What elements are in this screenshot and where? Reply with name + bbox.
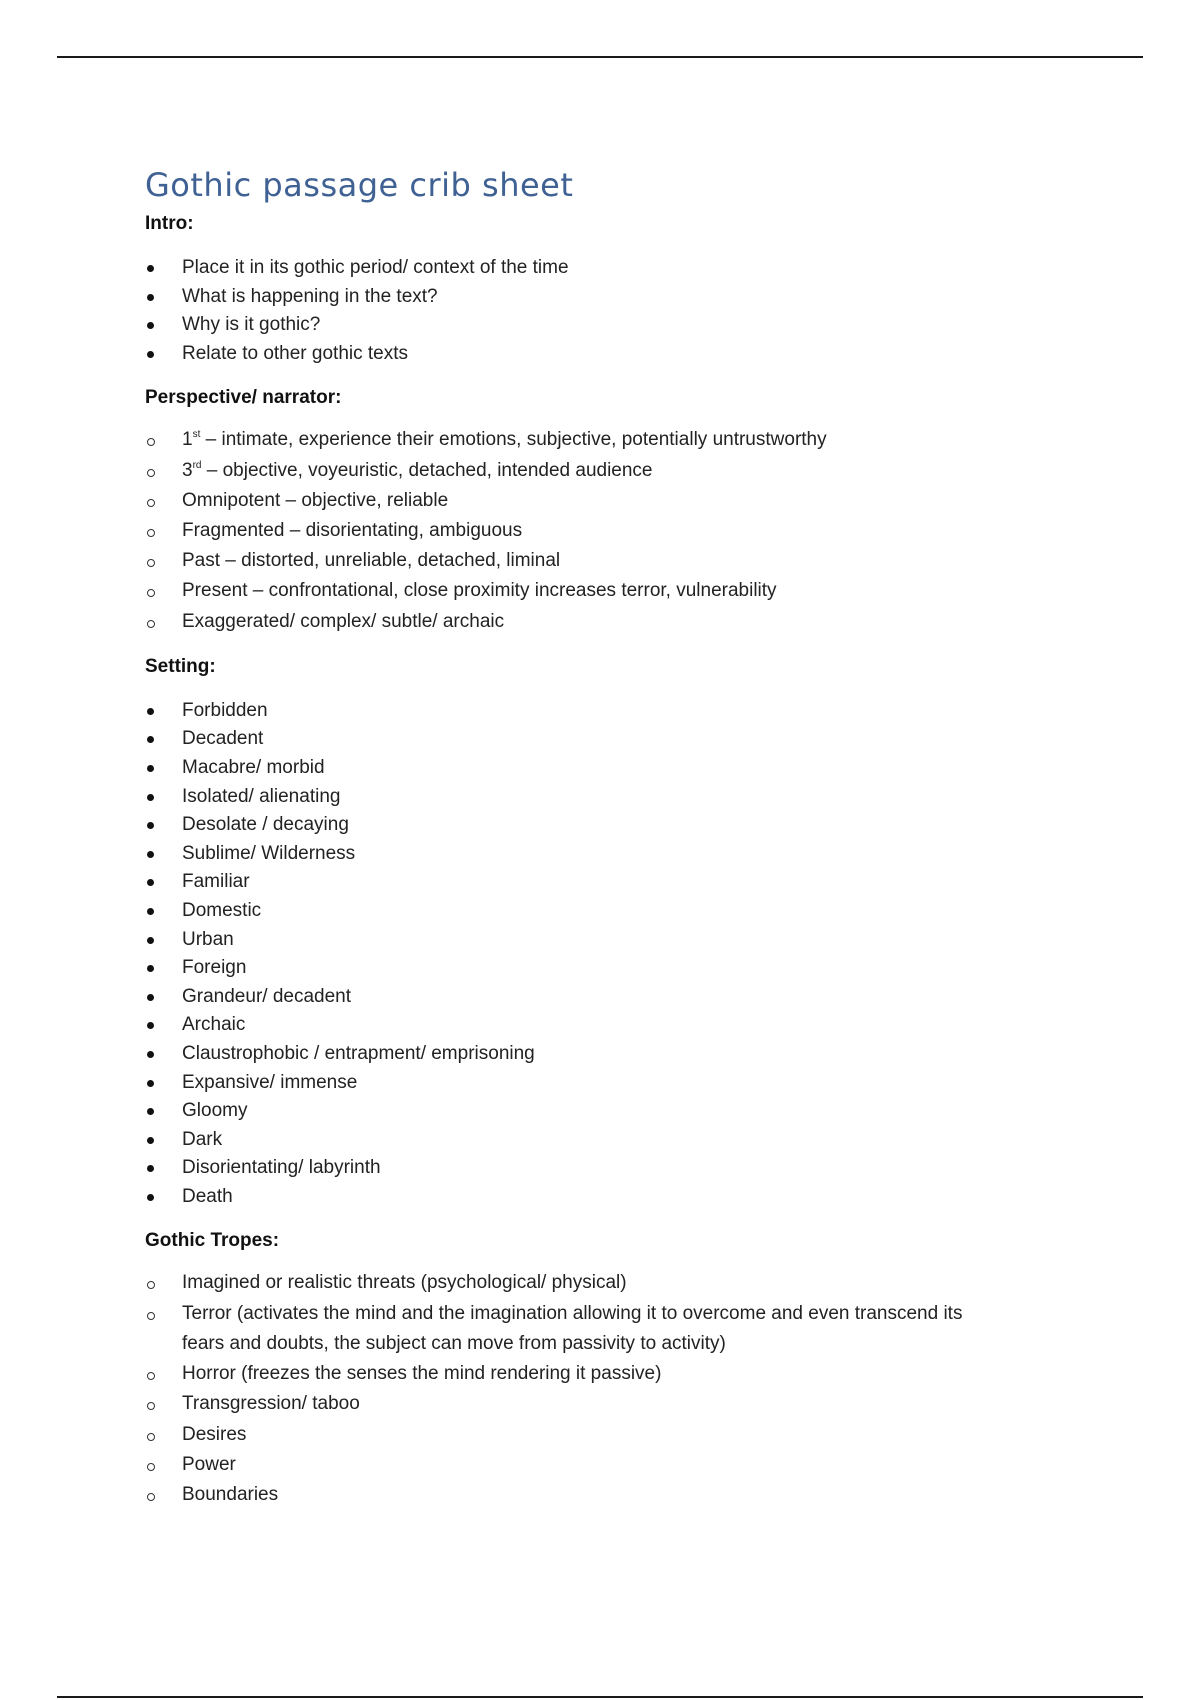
list-item: Isolated/ alienating — [145, 783, 1105, 812]
list-item: Terror (activates the mind and the imagination allowing it to overcome and even transcend its fears and doubts, the subject can move from passivity to activity) — [145, 1299, 1105, 1359]
list-item: Horror (freezes the senses the mind rendering it passive) — [145, 1359, 1105, 1389]
list-item: Domestic — [145, 897, 1105, 926]
setting-heading: Setting: — [145, 655, 216, 677]
list-item: Place it in its gothic period/ context of the time — [145, 254, 1105, 283]
document-body — [145, 165, 1105, 1510]
tropes-list — [145, 1268, 1105, 1510]
list-item: What is happening in the text? — [145, 283, 1105, 312]
list-item: Sublime/ Wilderness — [145, 840, 1105, 869]
list-item: 1st – intimate, experience their emotions, subjective, potentially untrustworthy — [145, 425, 1105, 455]
list-item: Urban — [145, 926, 1105, 955]
list-item: Power — [145, 1450, 1105, 1480]
list-item: Transgression/ taboo — [145, 1389, 1105, 1419]
list-item: Expansive/ immense — [145, 1069, 1105, 1098]
perspective-heading: Perspective/ narrator: — [145, 387, 342, 409]
list-item: 3rd – objective, voyeuristic, detached, intended audience — [145, 456, 1105, 486]
list-item: Grandeur/ decadent — [145, 983, 1105, 1012]
list-item: Why is it gothic? — [145, 311, 1105, 340]
list-item: Desolate / decaying — [145, 811, 1105, 840]
footer-rule — [57, 1696, 1143, 1698]
list-item: Boundaries — [145, 1480, 1105, 1510]
list-item: Macabre/ morbid — [145, 754, 1105, 783]
list-item: Relate to other gothic texts — [145, 340, 1105, 369]
list-item: Familiar — [145, 868, 1105, 897]
list-item: Exaggerated/ complex/ subtle/ archaic — [145, 607, 1105, 637]
perspective-list — [145, 425, 1105, 636]
header-rule — [57, 56, 1143, 58]
list-item: Forbidden — [145, 697, 1105, 726]
list-item: Fragmented – disorientating, ambiguous — [145, 516, 1105, 546]
list-item: Present – confrontational, close proximity increases terror, vulnerability — [145, 576, 1105, 606]
list-item: Archaic — [145, 1011, 1105, 1040]
list-item: Claustrophobic / entrapment/ emprisoning — [145, 1040, 1105, 1069]
list-item: Past – distorted, unreliable, detached, liminal — [145, 546, 1105, 576]
tropes-heading: Gothic Tropes: — [145, 1230, 280, 1252]
list-item: Desires — [145, 1420, 1105, 1450]
list-item: Decadent — [145, 725, 1105, 754]
intro-list — [145, 254, 1105, 368]
list-item: Dark — [145, 1126, 1105, 1155]
list-item: Gloomy — [145, 1097, 1105, 1126]
list-item: Death — [145, 1183, 1105, 1212]
setting-list — [145, 697, 1105, 1212]
list-item: Imagined or realistic threats (psychological/ physical) — [145, 1268, 1105, 1298]
list-item: Disorientating/ labyrinth — [145, 1154, 1105, 1183]
list-item: Foreign — [145, 954, 1105, 983]
page-title: Gothic passage crib sheet — [145, 166, 574, 204]
intro-heading: Intro: — [145, 213, 194, 234]
list-item: Omnipotent – objective, reliable — [145, 486, 1105, 516]
